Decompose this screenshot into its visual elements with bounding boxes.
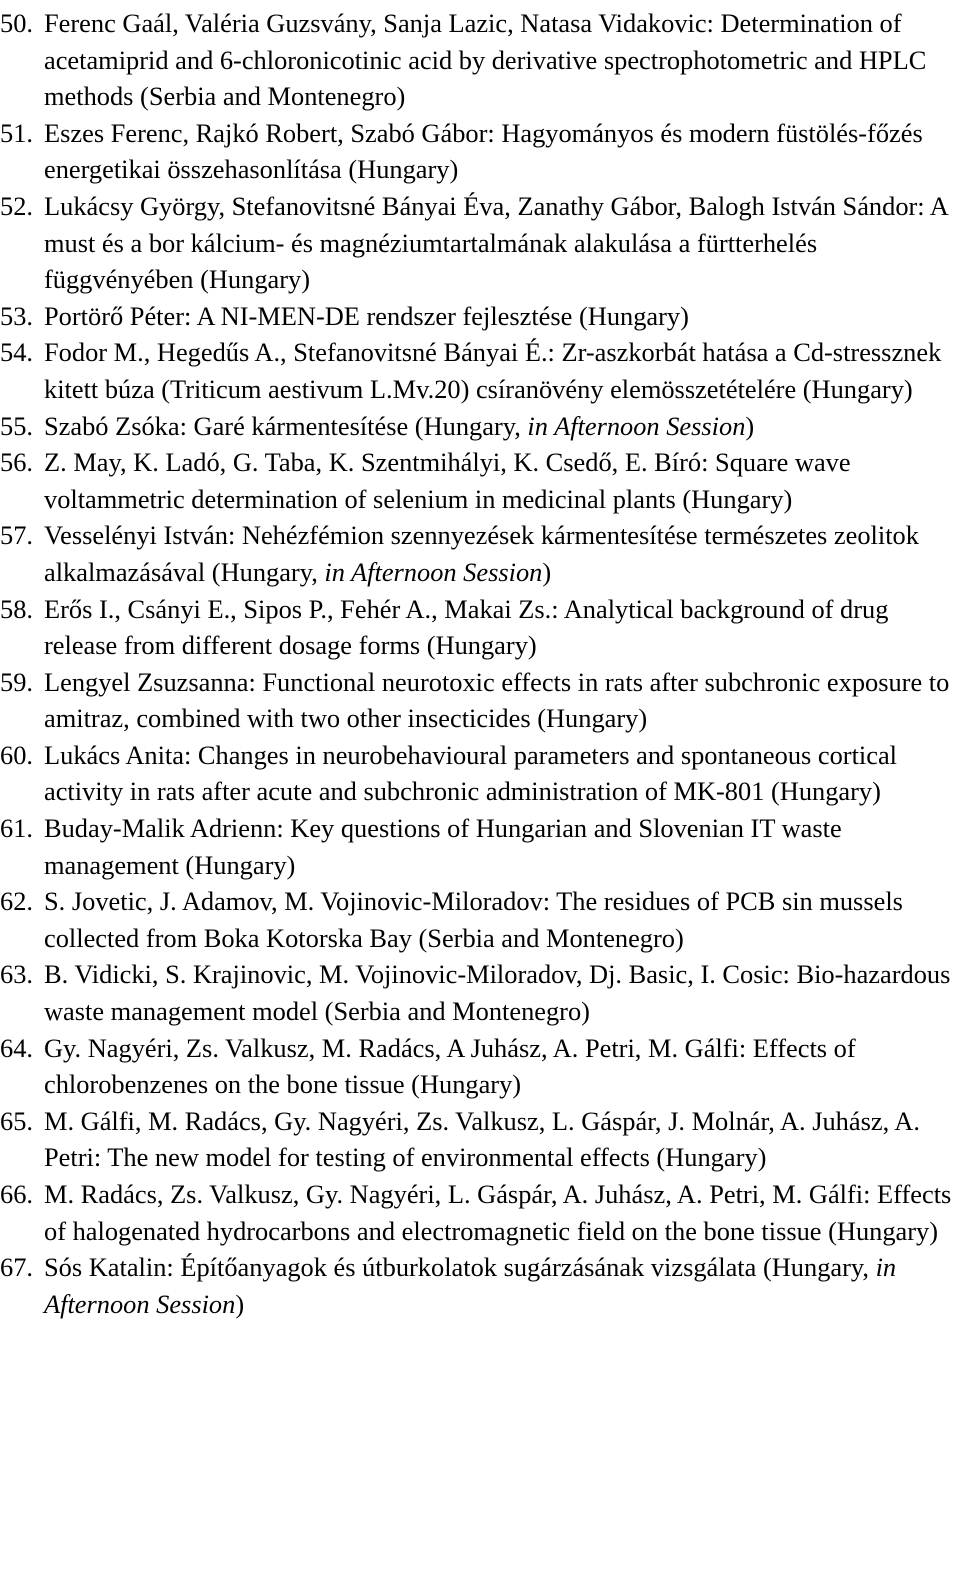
item-number: 59. <box>0 666 33 697</box>
item-number: 57. <box>0 520 33 551</box>
item-number: 61. <box>0 813 33 844</box>
item-number: 54. <box>0 337 33 368</box>
session-note: in Afternoon Session <box>44 1252 897 1319</box>
list-item <box>0 334 960 407</box>
list-item <box>0 444 960 517</box>
list-item <box>0 1176 960 1249</box>
item-text: Szabó Zsóka: Garé kármentesítése (Hungary, <box>44 410 528 441</box>
item-text-tail: ) <box>235 1288 245 1319</box>
item-text: Lengyel Zsuzsanna: Functional neurotoxic effects in rats after subchronic exposure to amitraz, combined with two other insecticides (Hungary) <box>44 666 950 734</box>
list-item <box>0 1103 960 1176</box>
item-number: 60. <box>0 739 33 770</box>
item-number: 52. <box>0 190 33 221</box>
item-text: Erős I., Csányi E., Sipos P., Fehér A., Makai Zs.: Analytical background of drug release from different dosage forms (Hungary) <box>44 593 889 661</box>
list-item <box>0 188 960 298</box>
item-number: 51. <box>0 117 33 148</box>
list-item <box>0 664 960 737</box>
list-item <box>0 737 960 810</box>
list-item <box>0 408 960 445</box>
item-text-tail: ) <box>542 556 552 587</box>
item-text: Gy. Nagyéri, Zs. Valkusz, M. Radács, A Juhász, A. Petri, M. Gálfi: Effects of chlorobenzenes on the bone tissue (Hungary) <box>44 1032 856 1100</box>
item-text: M. Radács, Zs. Valkusz, Gy. Nagyéri, L. Gáspár, A. Juhász, A. Petri, M. Gálfi: Effects of halogenated hydrocarbons and electromagnetic field on the bone tissue (Hungary) <box>44 1179 952 1246</box>
list-item <box>0 115 960 188</box>
list-item <box>0 1249 960 1322</box>
item-number: 63. <box>0 959 33 990</box>
list-item <box>0 1030 960 1103</box>
item-number: 62. <box>0 886 33 917</box>
list-item <box>0 591 960 664</box>
item-text: Sós Katalin: Építőanyagok és útburkolatok sugárzásának vizsgálata (Hungary, <box>44 1252 876 1283</box>
item-text: M. Gálfi, M. Radács, Gy. Nagyéri, Zs. Valkusz, L. Gáspár, J. Molnár, A. Juhász, A. Petri: The new model for testing of environmental effects (Hungary) <box>44 1105 920 1173</box>
item-number: 67. <box>0 1252 33 1283</box>
session-note: in Afternoon Session <box>527 410 746 441</box>
item-text: B. Vidicki, S. Krajinovic, M. Vojinovic-Miloradov, Dj. Basic, I. Cosic: Bio-hazardous waste management model (Serbia and Montenegro) <box>44 959 951 1027</box>
presentation-list <box>0 5 960 1322</box>
item-text: Buday-Malik Adrienn: Key questions of Hungarian and Slovenian IT waste management (Hungary) <box>44 813 842 880</box>
item-text: Ferenc Gaál, Valéria Guzsvány, Sanja Lazic, Natasa Vidakovic: Determination of acetamiprid and 6-chloronicotinic acid by derivative spectrophotometric and HPLC methods (Serbia and Montenegro) <box>44 8 927 112</box>
item-text: Fodor M., Hegedűs A., Stefanovitsné Bányai É.: Zr-aszkorbát hatása a Cd-stressznek kitett búza (Triticum aestivum L.Mv.20) csíranövény elemösszetételére (Hungary) <box>44 337 942 404</box>
item-text: Eszes Ferenc, Rajkó Robert, Szabó Gábor: Hagyományos és modern füstölés-főzés energetikai összehasonlítása (Hungary) <box>44 117 923 185</box>
item-text: Lukácsy György, Stefanovitsné Bányai Éva, Zanathy Gábor, Balogh István Sándor: A must és a bor kálcium- és magnéziumtartalmának alakulása a fürtterhelés függvényében (Hungary) <box>44 190 948 295</box>
item-text: Vesselényi István: Nehézfémion szennyezések kármentesítése természetes zeolitok alkalmazásával (Hungary, <box>44 520 919 587</box>
list-item <box>0 517 960 590</box>
list-item <box>0 5 960 115</box>
item-number: 53. <box>0 300 33 331</box>
item-number: 64. <box>0 1032 33 1063</box>
item-number: 58. <box>0 593 33 624</box>
list-item <box>0 810 960 883</box>
item-number: 65. <box>0 1105 33 1136</box>
session-note: in Afternoon Session <box>324 556 543 587</box>
list-item <box>0 883 960 956</box>
list-item <box>0 956 960 1029</box>
list-item <box>0 298 960 335</box>
item-number: 55. <box>0 410 33 441</box>
item-number: 66. <box>0 1179 33 1209</box>
item-text: Portörő Péter: A NI-MEN-DE rendszer fejlesztése (Hungary) <box>44 300 689 331</box>
item-text-tail: ) <box>745 410 755 441</box>
item-number: 50. <box>0 8 33 38</box>
item-number: 56. <box>0 447 33 478</box>
item-text: S. Jovetic, J. Adamov, M. Vojinovic-Miloradov: The residues of PCB sin mussels collected from Boka Kotorska Bay (Serbia and Montenegro) <box>44 886 903 953</box>
item-text: Z. May, K. Ladó, G. Taba, K. Szentmihályi, K. Csedő, E. Bíró: Square wave voltammetric determination of selenium in medicinal plants (Hungary) <box>44 447 851 514</box>
item-text: Lukács Anita: Changes in neurobehavioural parameters and spontaneous cortical activity in rats after acute and subchronic administration of MK-801 (Hungary) <box>44 739 898 807</box>
